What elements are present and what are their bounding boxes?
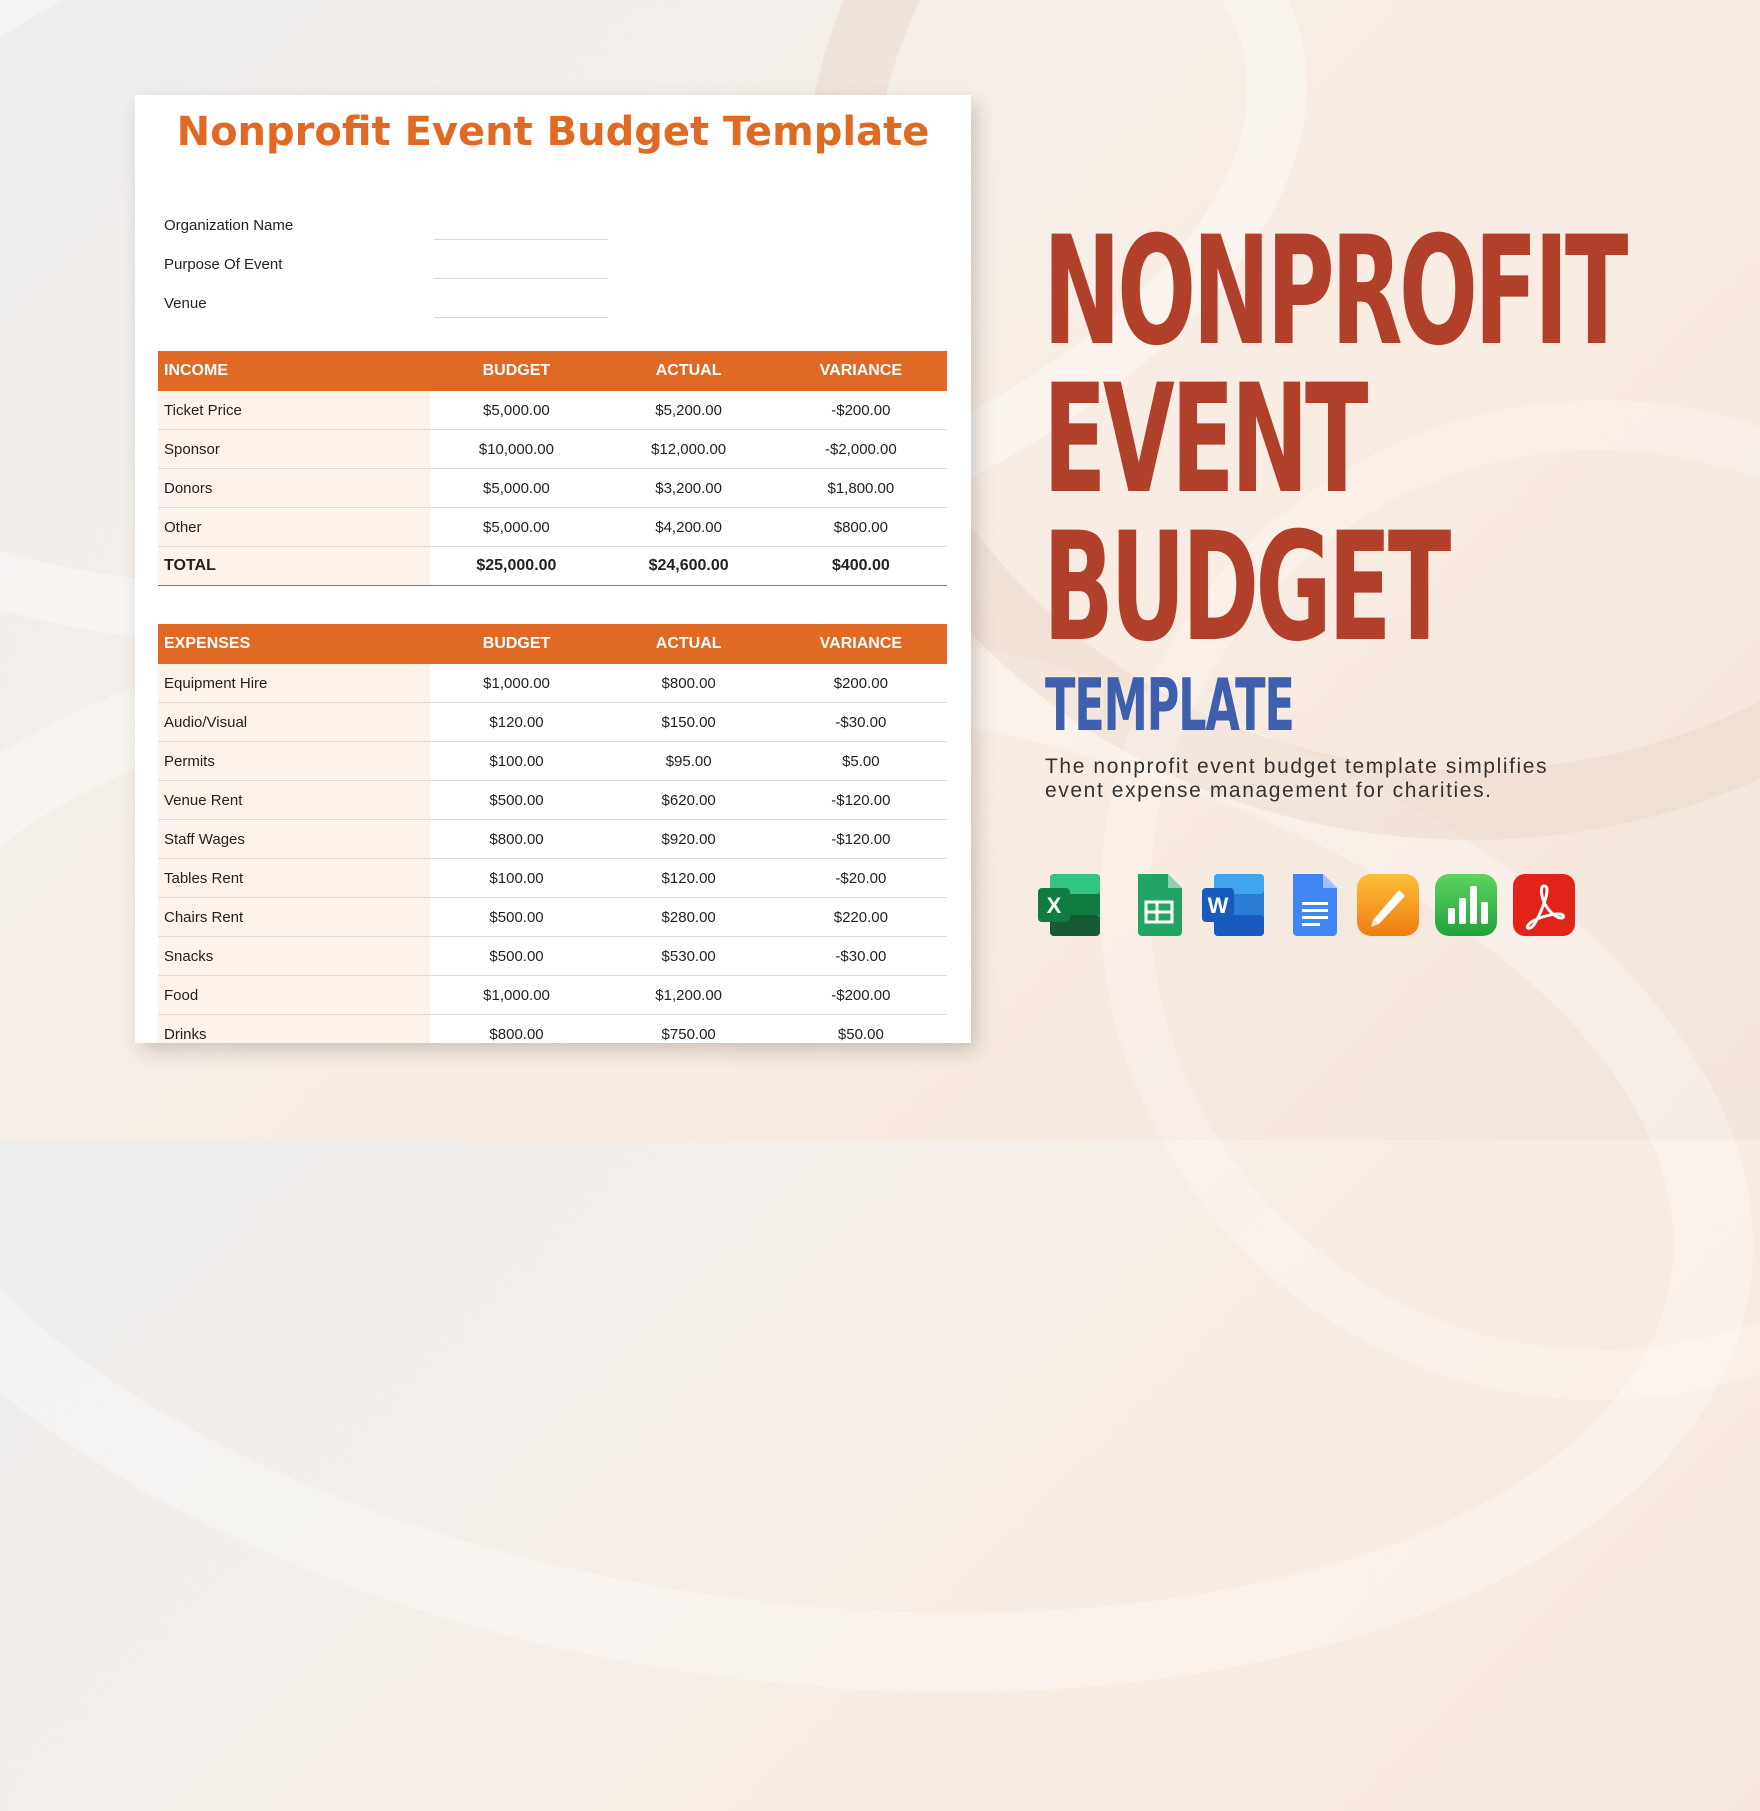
budget-cell: $500.00 xyxy=(430,937,602,976)
variance-cell: $800.00 xyxy=(775,508,947,547)
header-expenses: EXPENSES xyxy=(158,624,430,664)
header-variance: VARIANCE xyxy=(775,351,947,391)
header-budget: BUDGET xyxy=(430,624,602,664)
row-label: Venue Rent xyxy=(158,781,430,820)
header-variance: VARIANCE xyxy=(775,624,947,664)
actual-cell: $150.00 xyxy=(603,703,775,742)
table-row xyxy=(158,1015,947,1044)
budget-cell: $800.00 xyxy=(430,820,602,859)
variance-cell: -$30.00 xyxy=(775,703,947,742)
budget-cell: $10,000.00 xyxy=(430,430,602,469)
variance-cell: -$2,000.00 xyxy=(775,430,947,469)
actual-cell: $620.00 xyxy=(603,781,775,820)
field-label: Purpose Of Event xyxy=(164,256,283,273)
table-row xyxy=(158,703,947,742)
row-label: Donors xyxy=(158,469,430,508)
row-label: Equipment Hire xyxy=(158,664,430,703)
field-line xyxy=(434,278,608,279)
budget-cell: $100.00 xyxy=(430,742,602,781)
budget-document-preview xyxy=(135,95,971,1043)
budget-cell: $100.00 xyxy=(430,859,602,898)
promo-title-line: NONPROFIT xyxy=(1043,205,1625,379)
actual-cell: $95.00 xyxy=(603,742,775,781)
row-label: Chairs Rent xyxy=(158,898,430,937)
budget-cell: $5,000.00 xyxy=(430,508,602,547)
pages-icon xyxy=(1355,872,1421,938)
row-label: Snacks xyxy=(158,937,430,976)
promo-description: The nonprofit event budget template simplifies event expense management for charities. xyxy=(1045,755,1549,802)
budget-cell: $500.00 xyxy=(430,898,602,937)
table-row xyxy=(158,469,947,508)
table-header-row xyxy=(158,351,947,391)
table-row xyxy=(158,742,947,781)
field-label: Organization Name xyxy=(164,217,294,234)
budget-cell: $5,000.00 xyxy=(430,391,602,430)
table-row xyxy=(158,976,947,1015)
numbers-icon xyxy=(1433,872,1499,938)
field-organization-name xyxy=(164,207,604,245)
variance-cell: -$20.00 xyxy=(775,859,947,898)
total-budget-cell: $25,000.00 xyxy=(430,547,602,586)
actual-cell: $530.00 xyxy=(603,937,775,976)
excel-icon xyxy=(1036,872,1102,938)
table-row xyxy=(158,937,947,976)
actual-cell: $800.00 xyxy=(603,664,775,703)
budget-cell: $120.00 xyxy=(430,703,602,742)
row-label: Staff Wages xyxy=(158,820,430,859)
budget-cell: $800.00 xyxy=(430,1015,602,1044)
variance-cell: -$120.00 xyxy=(775,820,947,859)
row-label: Audio/Visual xyxy=(158,703,430,742)
svg-text:X: X xyxy=(1046,893,1062,918)
header-budget: BUDGET xyxy=(430,351,602,391)
table-row xyxy=(158,859,947,898)
actual-cell: $280.00 xyxy=(603,898,775,937)
svg-text:W: W xyxy=(1207,893,1229,918)
header-actual: ACTUAL xyxy=(603,351,775,391)
field-purpose-of-event xyxy=(164,246,604,284)
budget-cell: $500.00 xyxy=(430,781,602,820)
variance-cell: $5.00 xyxy=(775,742,947,781)
table-row xyxy=(158,898,947,937)
actual-cell: $120.00 xyxy=(603,859,775,898)
total-row xyxy=(158,547,947,586)
table-row xyxy=(158,391,947,430)
promo-subtitle: TEMPLATE xyxy=(1045,663,1294,747)
income-table xyxy=(158,351,947,586)
row-label: Permits xyxy=(158,742,430,781)
actual-cell: $750.00 xyxy=(603,1015,775,1044)
variance-cell: -$200.00 xyxy=(775,391,947,430)
budget-cell: $1,000.00 xyxy=(430,976,602,1015)
header-income: INCOME xyxy=(158,351,430,391)
table-row xyxy=(158,781,947,820)
actual-cell: $920.00 xyxy=(603,820,775,859)
total-variance-cell: $400.00 xyxy=(775,547,947,586)
field-venue xyxy=(164,285,604,323)
budget-cell: $5,000.00 xyxy=(430,469,602,508)
variance-cell: $50.00 xyxy=(775,1015,947,1044)
variance-cell: $1,800.00 xyxy=(775,469,947,508)
google-docs-icon xyxy=(1281,872,1347,938)
actual-cell: $3,200.00 xyxy=(603,469,775,508)
word-icon xyxy=(1200,872,1266,938)
table-row xyxy=(158,508,947,547)
table-row xyxy=(158,664,947,703)
row-label: Tables Rent xyxy=(158,859,430,898)
header-actual: ACTUAL xyxy=(603,624,775,664)
variance-cell: $200.00 xyxy=(775,664,947,703)
table-row xyxy=(158,430,947,469)
variance-cell: -$120.00 xyxy=(775,781,947,820)
row-label: Drinks xyxy=(158,1015,430,1044)
total-actual-cell: $24,600.00 xyxy=(603,547,775,586)
google-sheets-icon xyxy=(1126,872,1192,938)
variance-cell: -$30.00 xyxy=(775,937,947,976)
row-label: Sponsor xyxy=(158,430,430,469)
actual-cell: $12,000.00 xyxy=(603,430,775,469)
table-header-row xyxy=(158,624,947,664)
actual-cell: $4,200.00 xyxy=(603,508,775,547)
variance-cell: $220.00 xyxy=(775,898,947,937)
document-title: Nonprofit Event Budget Template xyxy=(176,109,930,155)
pdf-icon xyxy=(1511,872,1577,938)
budget-cell: $1,000.00 xyxy=(430,664,602,703)
row-label: Other xyxy=(158,508,430,547)
total-row-label: TOTAL xyxy=(158,547,430,586)
actual-cell: $1,200.00 xyxy=(603,976,775,1015)
field-label: Venue xyxy=(164,295,207,312)
actual-cell: $5,200.00 xyxy=(603,391,775,430)
row-label: Food xyxy=(158,976,430,1015)
variance-cell: -$200.00 xyxy=(775,976,947,1015)
expenses-table xyxy=(158,624,947,1043)
field-line xyxy=(434,317,608,318)
row-label: Ticket Price xyxy=(158,391,430,430)
promo-title-line: EVENT xyxy=(1043,353,1365,527)
table-row xyxy=(158,820,947,859)
promo-title xyxy=(1043,205,1625,675)
promo-title-line: BUDGET xyxy=(1043,501,1448,675)
field-line xyxy=(434,239,608,240)
